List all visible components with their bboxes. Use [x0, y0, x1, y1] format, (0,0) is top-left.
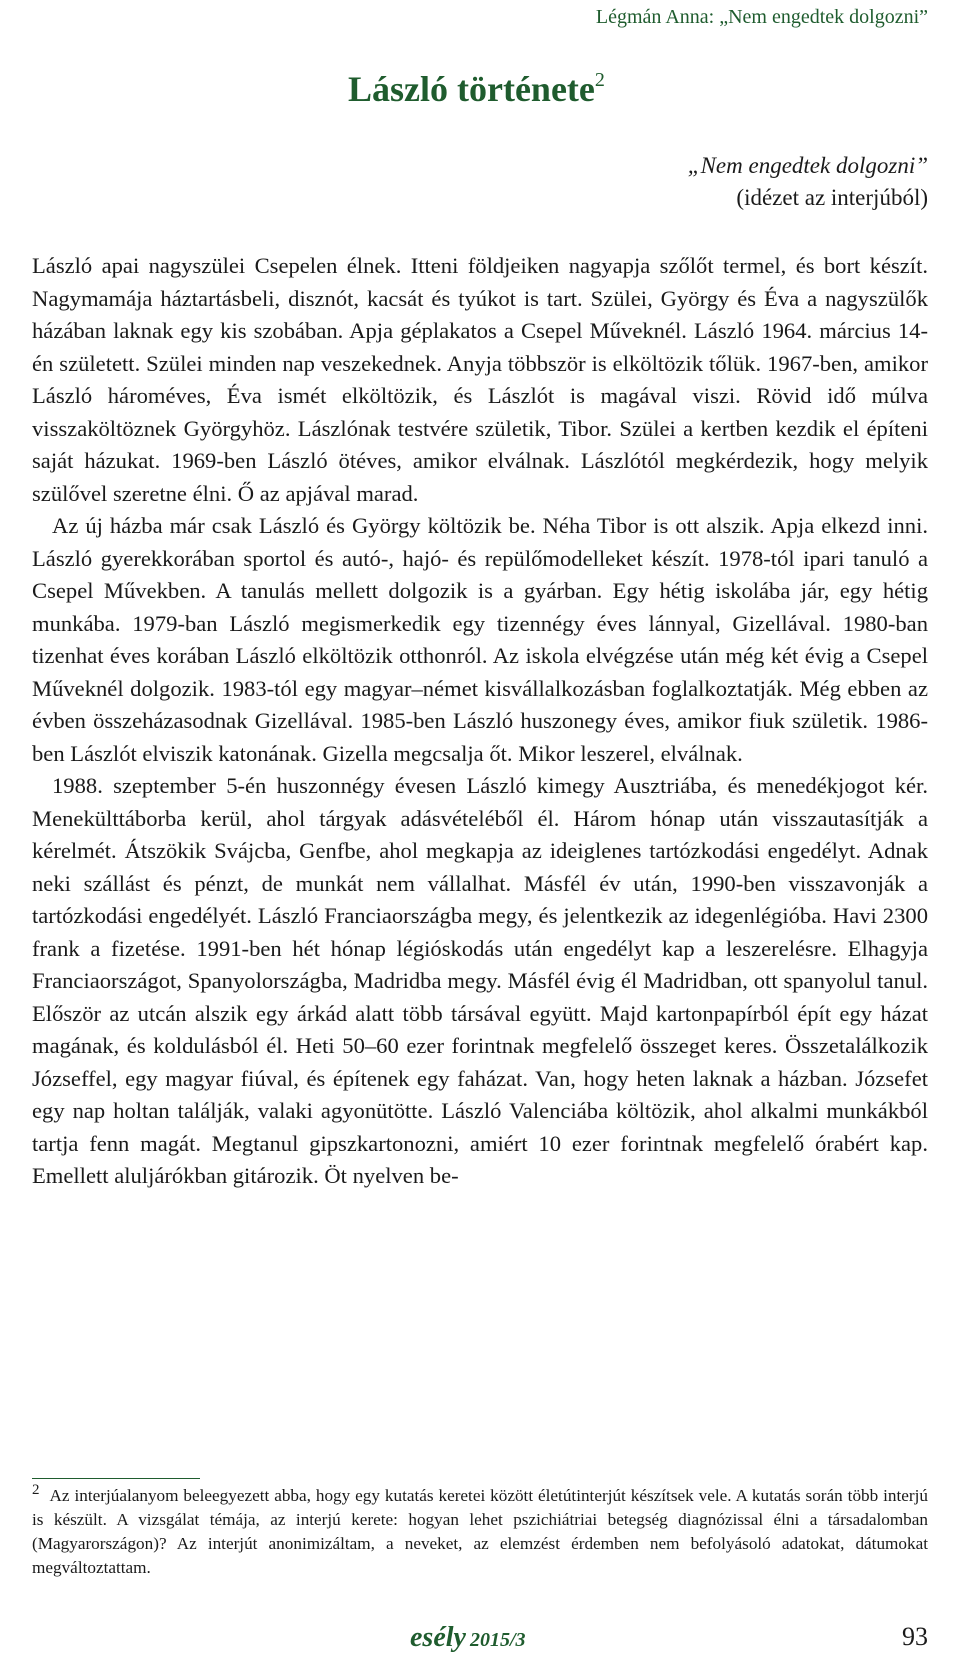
epigraph — [688, 150, 928, 214]
footnote-rule — [32, 1478, 200, 1479]
footnote-text: Az interjúalanyom beleegyezett abba, hogy egy kutatás keretei között életútinterjút készítsek vele. A kutatás során több interjú is készült. A vizsgálat témája, az interjú kerete: hogyan lehet pszichiátriai betegség diagnózissal élni a társadalomban (Magyarországon)? Az interjút anonimizáltam, a neveket, az elemzést érdemben nem befolyásoló adatokat, dátumokat megváltoztattam. — [32, 1486, 928, 1577]
footnote — [32, 1484, 928, 1580]
paragraph-2: Az új házba már csak László és György költözik be. Néha Tibor is ott alszik. Apja elkezd inni. László gyerekkorában sportol és autó-, hajó- és repülőmodelleket készít. 1978-tól ipari tanuló a Csepel Művekben. A tanulás mellett dolgozik is a gyárban. Egy hétig iskolába jár, egy hétig munkába. 1979-ban László megismerkedik egy tizennégy éves lánnyal, Gizellával. 1980-ban tizenhat éves korában László elköltözik otthonról. Az iskola elvégzése után még két évig a Csepel Műveknél dolgozik. 1983-tól egy magyar–német kisvállalkozásban foglalkoztatják. Még ebben az évben összeházasodnak Gizellával. 1985-ben László huszonegy éves, amikor fiuk születik. 1986-ben Lászlót elviszik katonának. Gizella megcsalja őt. Mikor leszerel, elválnak. — [32, 513, 928, 766]
journal-name: esély — [410, 1622, 466, 1653]
journal-issue: 2015/3 — [469, 1629, 526, 1651]
article-title — [348, 68, 605, 110]
paragraph-1: László apai nagyszülei Csepelen élnek. Itteni földjeiken nagyapja szőlőt termel, és bort készít. Nagymamája háztartásbeli, disznót, kacsát és tyúkot is tart. Szülei, György és Éva a nagyszülők házában laknak egy kis szobában. Apja géplakatos a Csepel Műveknél. László 1964. március 14-én született. Szülei minden nap veszekednek. Anyja többször is elköltözik tőlük. 1967-ben, amikor László hároméves, Éva ismét elköltözik, és Lászlót is magával viszi. Rövid idő múlva visszaköltöznek Györgyhöz. Lászlónak testvére születik, Tibor. Szülei a kertben kezdik el építeni saját házukat. 1969-ben László ötéves, amikor elválnak. Lászlótól megkérdezik, hogy melyik szülővel szeretne élni. Ő az apjával marad. — [32, 253, 928, 506]
footnote-mark: 2 — [32, 1482, 40, 1499]
epigraph-quote: „Nem engedtek dolgozni” — [687, 153, 928, 178]
journal-footer — [410, 1622, 526, 1654]
running-head: Légmán Anna: „Nem engedtek dolgozni” — [595, 6, 928, 28]
page-number: 93 — [902, 1622, 928, 1651]
epigraph-source: (idézet az interjúból) — [736, 185, 928, 210]
paragraph-3: 1988. szeptember 5-én huszonnégy évesen László kimegy Ausztriába, és menedékjogot kér. Menekülttáborba kerül, ahol tárgyak adásvételéből él. Három hónap után visszautasítják a kérelmét. Átszökik Svájcba, Genfbe, ahol megkapja az ideiglenes tartózkodási engedélyt. Adnak neki szállást és pénzt, de munkát nem vállalhat. Másfél év után, 1990-ben visszavonják a tartózkodási engedélyét. László Franciaországba megy, és jelentkezik az idegenlégióba. Havi 2300 frank a fizetése. 1991-ben hét hónap légióskodás után engedélyt kap a leszerelésre. Elhagyja Franciaországot, Spanyolországba, Madridba megy. Másfél évig él Madridban, ott spanyolul tanul. Először az utcán alszik egy árkád alatt több társával együtt. Majd kartonpapírból épít egy házat magának, és koldulásból él. Heti 50–60 ezer forintnak megfelelő összeget keres. Összetalálkozik Józseffel, egy magyar fiúval, és építenek egy faházat. Van, hogy heten laknak a házban. Józsefet egy nap holtan találják, valaki agyonütötte. László Valenciába költözik, ahol alkalmi munkákból tartja fenn magát. Megtanul gipszkartonozni, amiért 10 ezer forintnak megfelelő órabért kap. Emellett aluljárókban gitározik. Öt nyelven be- — [32, 773, 928, 1188]
title-footnote-ref: 2 — [594, 69, 605, 91]
article-title-text: László története — [348, 69, 595, 109]
article-body — [32, 250, 928, 1193]
